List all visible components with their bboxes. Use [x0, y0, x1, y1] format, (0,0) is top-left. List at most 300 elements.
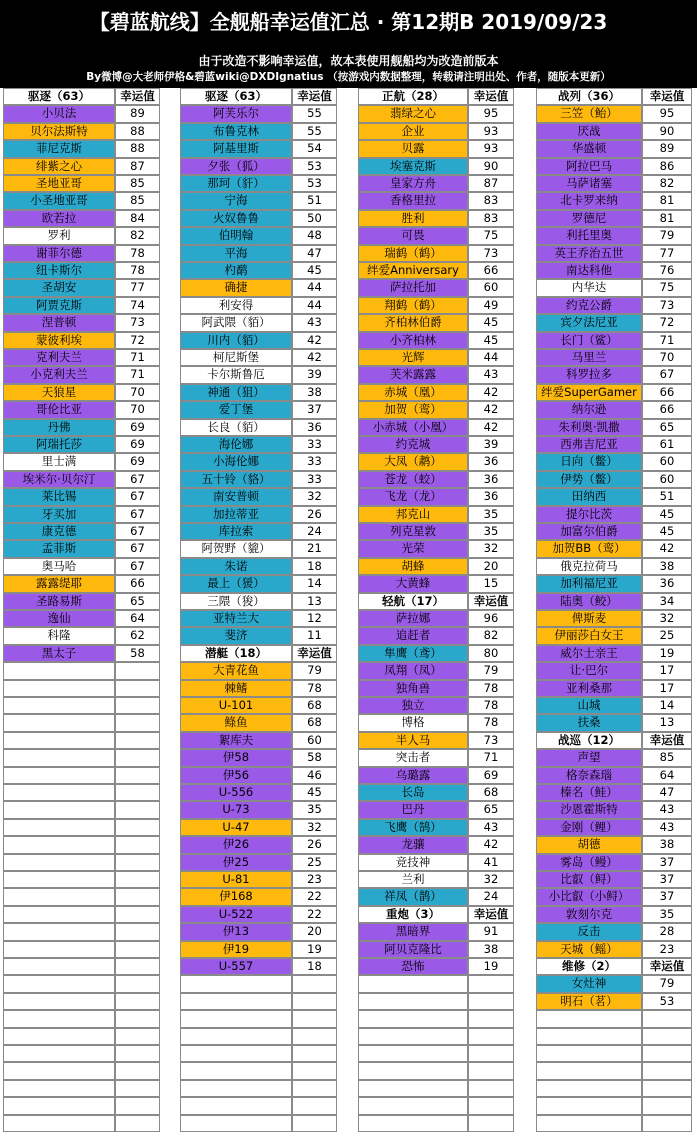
ship-luck-cell: 37 — [642, 871, 692, 888]
ship-name-cell: 雾岛（鳗） — [536, 854, 642, 871]
ship-luck-cell: 37 — [642, 854, 692, 871]
ship-luck-cell: 21 — [292, 540, 337, 557]
ship-luck-cell: 42 — [292, 349, 337, 366]
ship-name-cell: 布鲁克林 — [180, 123, 292, 140]
empty-cell — [115, 888, 160, 905]
section-header-title: 驱逐（63） — [180, 88, 292, 105]
ship-name-cell: 天狼星 — [3, 384, 115, 401]
ship-luck-cell: 20 — [468, 558, 514, 575]
ship-luck-cell: 60 — [642, 453, 692, 470]
empty-cell — [3, 749, 115, 766]
ship-luck-cell: 53 — [292, 175, 337, 192]
ship-name-cell: 伊26 — [180, 836, 292, 853]
empty-cell — [115, 1080, 160, 1097]
ship-luck-cell: 85 — [642, 749, 692, 766]
empty-cell — [536, 1097, 642, 1114]
ship-luck-cell: 66 — [642, 384, 692, 401]
ship-luck-cell: 69 — [115, 436, 160, 453]
ship-name-cell: 日向（鳖） — [536, 453, 642, 470]
empty-cell — [3, 993, 115, 1010]
ship-name-cell: 敦刻尔克 — [536, 906, 642, 923]
ship-name-cell: 加贺BB（鸾） — [536, 540, 642, 557]
ship-luck-cell: 15 — [468, 575, 514, 592]
ship-name-cell: 宾夕法尼亚 — [536, 314, 642, 331]
ship-name-cell: 翡绿之心 — [358, 105, 468, 122]
ship-name-cell: U-557 — [180, 958, 292, 975]
ship-luck-cell: 43 — [468, 819, 514, 836]
ship-name-cell: 声望 — [536, 749, 642, 766]
empty-cell — [468, 1028, 514, 1045]
empty-cell — [292, 1045, 337, 1062]
ship-luck-cell: 67 — [115, 558, 160, 575]
ship-luck-cell: 13 — [642, 714, 692, 731]
ship-luck-cell: 42 — [468, 419, 514, 436]
ship-name-cell: 山城 — [536, 697, 642, 714]
ship-luck-cell: 69 — [115, 419, 160, 436]
ship-luck-cell: 74 — [115, 297, 160, 314]
ship-name-cell: 俾斯麦 — [536, 610, 642, 627]
ship-name-cell: 企业 — [358, 123, 468, 140]
ship-name-cell: 贝尔法斯特 — [3, 123, 115, 140]
ship-name-cell: 赤城（凰） — [358, 384, 468, 401]
ship-name-cell: 里士满 — [3, 453, 115, 470]
ship-luck-cell: 22 — [292, 888, 337, 905]
empty-cell — [468, 1062, 514, 1079]
ship-name-cell: 阿基里斯 — [180, 140, 292, 157]
section-header-title: 战列（36） — [536, 88, 642, 105]
empty-cell — [358, 1045, 468, 1062]
ship-luck-cell: 55 — [292, 105, 337, 122]
ship-name-cell: 香格里拉 — [358, 192, 468, 209]
ship-luck-cell: 71 — [642, 332, 692, 349]
ship-luck-cell: 68 — [292, 697, 337, 714]
ship-name-cell: 翔鹤（鹤） — [358, 297, 468, 314]
empty-cell — [115, 1062, 160, 1079]
ship-luck-cell: 67 — [115, 506, 160, 523]
ship-name-cell: 独角兽 — [358, 680, 468, 697]
ship-name-cell: 宁海 — [180, 192, 292, 209]
ship-name-cell: 纽卡斯尔 — [3, 262, 115, 279]
empty-cell — [3, 888, 115, 905]
ship-name-cell: 小齐柏林 — [358, 332, 468, 349]
ship-luck-cell: 82 — [468, 627, 514, 644]
luck-table — [0, 88, 697, 1136]
ship-luck-cell: 42 — [468, 384, 514, 401]
ship-luck-cell: 67 — [115, 471, 160, 488]
ship-name-cell: 大黄蜂 — [358, 575, 468, 592]
empty-cell — [642, 1080, 692, 1097]
ship-name-cell: 加富尔伯爵 — [536, 523, 642, 540]
ship-name-cell: 乌璐露 — [358, 767, 468, 784]
ship-luck-cell: 69 — [468, 767, 514, 784]
section-header-title: 潜艇（18） — [180, 645, 292, 662]
empty-cell — [468, 975, 514, 992]
ship-name-cell: 利托里奥 — [536, 227, 642, 244]
ship-name-cell: 绊爱Anniversary — [358, 262, 468, 279]
ship-name-cell: 涅普顿 — [3, 314, 115, 331]
ship-luck-cell: 67 — [115, 488, 160, 505]
empty-cell — [642, 1097, 692, 1114]
ship-name-cell: 让·巴尔 — [536, 662, 642, 679]
ship-name-cell: 约克城 — [358, 436, 468, 453]
ship-luck-cell: 32 — [468, 871, 514, 888]
ship-luck-cell: 75 — [642, 279, 692, 296]
ship-luck-cell: 25 — [642, 627, 692, 644]
empty-cell — [3, 871, 115, 888]
ship-luck-cell: 68 — [468, 784, 514, 801]
ship-name-cell: 沙恩霍斯特 — [536, 801, 642, 818]
ship-name-cell: 胜利 — [358, 210, 468, 227]
section-header-title: 维修（2） — [536, 958, 642, 975]
ship-name-cell: 纳尔逊 — [536, 401, 642, 418]
empty-cell — [358, 1080, 468, 1097]
ship-luck-cell: 32 — [292, 819, 337, 836]
empty-cell — [358, 1010, 468, 1027]
ship-name-cell: 菲尼克斯 — [3, 140, 115, 157]
ship-luck-cell: 79 — [468, 662, 514, 679]
ship-name-cell: 加利福尼亚 — [536, 575, 642, 592]
ship-name-cell: 苍龙（蛟） — [358, 471, 468, 488]
ship-luck-cell: 34 — [642, 593, 692, 610]
ship-luck-cell: 70 — [115, 384, 160, 401]
ship-luck-cell: 25 — [292, 854, 337, 871]
ship-luck-cell: 35 — [468, 523, 514, 540]
ship-luck-cell: 42 — [292, 332, 337, 349]
ship-luck-cell: 67 — [115, 523, 160, 540]
ship-luck-cell: 19 — [292, 941, 337, 958]
ship-luck-cell: 37 — [292, 401, 337, 418]
ship-name-cell: 光辉 — [358, 349, 468, 366]
ship-name-cell: 列克星敦 — [358, 523, 468, 540]
ship-luck-cell: 36 — [468, 453, 514, 470]
ship-luck-cell: 43 — [292, 314, 337, 331]
ship-name-cell: 凤翔（凤） — [358, 662, 468, 679]
ship-name-cell: 黑太子 — [3, 645, 115, 662]
empty-cell — [3, 819, 115, 836]
ship-luck-cell: 82 — [115, 227, 160, 244]
ship-luck-cell: 87 — [468, 175, 514, 192]
ship-luck-cell: 72 — [642, 314, 692, 331]
ship-luck-cell: 55 — [292, 123, 337, 140]
empty-cell — [536, 1010, 642, 1027]
section-header-luck-label: 幸运值 — [292, 645, 337, 662]
ship-name-cell: 莱比锡 — [3, 488, 115, 505]
ship-luck-cell: 62 — [115, 627, 160, 644]
empty-cell — [180, 1062, 292, 1079]
empty-cell — [180, 1028, 292, 1045]
ship-name-cell: 伊25 — [180, 854, 292, 871]
ship-luck-cell: 88 — [115, 140, 160, 157]
ship-name-cell: 逸仙 — [3, 610, 115, 627]
ship-name-cell: 奥马哈 — [3, 558, 115, 575]
ship-luck-cell: 60 — [292, 732, 337, 749]
ship-name-cell: 竞技神 — [358, 854, 468, 871]
ship-luck-cell: 60 — [468, 279, 514, 296]
ship-luck-cell: 45 — [292, 262, 337, 279]
ship-name-cell: 圣地亚哥 — [3, 175, 115, 192]
ship-luck-cell: 66 — [642, 401, 692, 418]
empty-cell — [292, 1115, 337, 1132]
ship-luck-cell: 95 — [642, 105, 692, 122]
section-header-title: 战巡（12） — [536, 732, 642, 749]
empty-cell — [3, 1115, 115, 1132]
ship-luck-cell: 80 — [468, 645, 514, 662]
ship-luck-cell: 88 — [115, 123, 160, 140]
section-header-luck-label: 幸运值 — [642, 958, 692, 975]
ship-name-cell: 伯明翰 — [180, 227, 292, 244]
ship-name-cell: 邦克山 — [358, 506, 468, 523]
ship-name-cell: 伊56 — [180, 767, 292, 784]
ship-luck-cell: 67 — [642, 366, 692, 383]
ship-luck-cell: 86 — [642, 158, 692, 175]
ship-name-cell: 阿拉巴马 — [536, 158, 642, 175]
ship-name-cell: 光荣 — [358, 540, 468, 557]
ship-name-cell: 圣胡安 — [3, 279, 115, 296]
ship-name-cell: 康克德 — [3, 523, 115, 540]
empty-cell — [115, 732, 160, 749]
ship-name-cell: 女灶神 — [536, 975, 642, 992]
subtitle-credits: By微博@大老师伊格&碧蓝wiki@DXDIgnatius （按游戏内数据整理，转载请注明出处、作者，随版本更新） — [86, 71, 611, 83]
ship-name-cell: 飞龙（龙） — [358, 488, 468, 505]
ship-luck-cell: 12 — [292, 610, 337, 627]
empty-cell — [468, 993, 514, 1010]
ship-luck-cell: 75 — [468, 227, 514, 244]
ship-name-cell: 库拉索 — [180, 523, 292, 540]
ship-luck-cell: 47 — [292, 245, 337, 262]
ship-name-cell: 孟菲斯 — [3, 540, 115, 557]
ship-name-cell: 朱利奥·凯撒 — [536, 419, 642, 436]
ship-luck-cell: 23 — [642, 941, 692, 958]
ship-name-cell: 金刚（鲤） — [536, 819, 642, 836]
ship-name-cell: 萨拉娜 — [358, 610, 468, 627]
ship-name-cell: 科隆 — [3, 627, 115, 644]
header-banner — [0, 0, 697, 88]
ship-name-cell: 克利夫兰 — [3, 349, 115, 366]
ship-luck-cell: 64 — [642, 767, 692, 784]
empty-cell — [3, 1010, 115, 1027]
ship-luck-cell: 53 — [642, 993, 692, 1010]
ship-name-cell: 小比叡（小鲟） — [536, 888, 642, 905]
empty-cell — [468, 1115, 514, 1132]
ship-luck-cell: 45 — [468, 332, 514, 349]
section-header-luck-label: 幸运值 — [642, 88, 692, 105]
empty-cell — [642, 1062, 692, 1079]
ship-name-cell: 大青花鱼 — [180, 662, 292, 679]
ship-name-cell: U-556 — [180, 784, 292, 801]
empty-cell — [536, 1115, 642, 1132]
empty-cell — [358, 1062, 468, 1079]
ship-luck-cell: 85 — [115, 175, 160, 192]
ship-luck-cell: 70 — [642, 349, 692, 366]
ship-luck-cell: 66 — [468, 262, 514, 279]
ship-name-cell: 长门（鲨） — [536, 332, 642, 349]
ship-luck-cell: 38 — [468, 941, 514, 958]
ship-name-cell: 突击者 — [358, 749, 468, 766]
ship-name-cell: 约克公爵 — [536, 297, 642, 314]
ship-luck-cell: 22 — [292, 906, 337, 923]
ship-luck-cell: 60 — [642, 471, 692, 488]
empty-cell — [3, 732, 115, 749]
ship-luck-cell: 68 — [292, 714, 337, 731]
ship-luck-cell: 45 — [468, 314, 514, 331]
ship-name-cell: 川内（貊） — [180, 332, 292, 349]
ship-luck-cell: 11 — [292, 627, 337, 644]
ship-luck-cell: 45 — [292, 784, 337, 801]
empty-cell — [180, 1097, 292, 1114]
ship-luck-cell: 73 — [468, 245, 514, 262]
empty-cell — [536, 1045, 642, 1062]
ship-luck-cell: 35 — [468, 506, 514, 523]
ship-name-cell: 斐济 — [180, 627, 292, 644]
ship-luck-cell: 18 — [292, 558, 337, 575]
ship-name-cell: 南安普顿 — [180, 488, 292, 505]
ship-luck-cell: 50 — [292, 210, 337, 227]
empty-cell — [358, 1115, 468, 1132]
ship-name-cell: 巴丹 — [358, 801, 468, 818]
empty-cell — [3, 801, 115, 818]
empty-cell — [115, 906, 160, 923]
empty-cell — [3, 784, 115, 801]
ship-luck-cell: 73 — [468, 732, 514, 749]
ship-luck-cell: 19 — [642, 645, 692, 662]
ship-name-cell: 伊13 — [180, 923, 292, 940]
ship-name-cell: 厌战 — [536, 123, 642, 140]
ship-luck-cell: 26 — [292, 836, 337, 853]
section-header-title: 正航（28） — [358, 88, 468, 105]
ship-luck-cell: 73 — [115, 314, 160, 331]
ship-name-cell: 罗德尼 — [536, 210, 642, 227]
ship-luck-cell: 36 — [292, 419, 337, 436]
ship-name-cell: 三隈（狻） — [180, 593, 292, 610]
ship-luck-cell: 87 — [115, 158, 160, 175]
empty-cell — [115, 958, 160, 975]
ship-luck-cell: 91 — [468, 923, 514, 940]
ship-name-cell: 马萨诸塞 — [536, 175, 642, 192]
ship-name-cell: 五十铃（貉） — [180, 471, 292, 488]
empty-cell — [642, 1115, 692, 1132]
empty-cell — [115, 749, 160, 766]
ship-name-cell: 榛名（鲑） — [536, 784, 642, 801]
ship-name-cell: 绊爱SuperGamer — [536, 384, 642, 401]
ship-name-cell: 伊168 — [180, 888, 292, 905]
ship-name-cell: 芙米露露 — [358, 366, 468, 383]
ship-name-cell: U-73 — [180, 801, 292, 818]
ship-name-cell: U-81 — [180, 871, 292, 888]
ship-luck-cell: 65 — [642, 419, 692, 436]
ship-luck-cell: 84 — [115, 210, 160, 227]
ship-name-cell: 威尔士亲王 — [536, 645, 642, 662]
ship-name-cell: 北卡罗来纳 — [536, 192, 642, 209]
ship-luck-cell: 28 — [642, 923, 692, 940]
ship-luck-cell: 54 — [292, 140, 337, 157]
empty-cell — [115, 697, 160, 714]
empty-cell — [292, 975, 337, 992]
ship-name-cell: 小贝法 — [3, 105, 115, 122]
ship-name-cell: 华盛顿 — [536, 140, 642, 157]
empty-cell — [3, 906, 115, 923]
ship-luck-cell: 58 — [115, 645, 160, 662]
ship-name-cell: 皇家方舟 — [358, 175, 468, 192]
ship-name-cell: 加拉蒂亚 — [180, 506, 292, 523]
ship-name-cell: 长岛 — [358, 784, 468, 801]
ship-name-cell: 阿武隈（貊） — [180, 314, 292, 331]
ship-luck-cell: 43 — [468, 366, 514, 383]
ship-luck-cell: 38 — [292, 384, 337, 401]
ship-name-cell: 比叡（鲟） — [536, 871, 642, 888]
ship-name-cell: 兰利 — [358, 871, 468, 888]
ship-name-cell: 伊19 — [180, 941, 292, 958]
empty-cell — [115, 662, 160, 679]
ship-name-cell: 卡尔斯鲁厄 — [180, 366, 292, 383]
ship-name-cell: 贝露 — [358, 140, 468, 157]
ship-name-cell: 南达科他 — [536, 262, 642, 279]
empty-cell — [3, 1028, 115, 1045]
empty-cell — [536, 1080, 642, 1097]
ship-name-cell: 西弗吉尼亚 — [536, 436, 642, 453]
ship-name-cell: 爱丁堡 — [180, 401, 292, 418]
ship-luck-cell: 83 — [468, 192, 514, 209]
ship-luck-cell: 17 — [642, 662, 692, 679]
empty-cell — [358, 975, 468, 992]
ship-luck-cell: 14 — [292, 575, 337, 592]
ship-name-cell: 柯尼斯堡 — [180, 349, 292, 366]
ship-name-cell: 胡蜂 — [358, 558, 468, 575]
ship-luck-cell: 65 — [468, 801, 514, 818]
ship-luck-cell: 39 — [468, 436, 514, 453]
ship-luck-cell: 47 — [642, 784, 692, 801]
ship-luck-cell: 44 — [468, 349, 514, 366]
section-header-luck-label: 幸运值 — [115, 88, 160, 105]
empty-cell — [3, 836, 115, 853]
empty-cell — [642, 1028, 692, 1045]
ship-luck-cell: 14 — [642, 697, 692, 714]
page-title: 【碧蓝航线】全舰船幸运值汇总 · 第12期B 2019/09/23 — [89, 10, 608, 34]
empty-cell — [115, 680, 160, 697]
ship-luck-cell: 85 — [115, 192, 160, 209]
empty-cell — [3, 923, 115, 940]
ship-luck-cell: 13 — [292, 593, 337, 610]
ship-name-cell: 小克利夫兰 — [3, 366, 115, 383]
ship-name-cell: 黑暗界 — [358, 923, 468, 940]
ship-luck-cell: 64 — [115, 610, 160, 627]
ship-luck-cell: 44 — [292, 279, 337, 296]
ship-luck-cell: 79 — [642, 227, 692, 244]
ship-luck-cell: 36 — [468, 471, 514, 488]
empty-cell — [358, 993, 468, 1010]
ship-name-cell: 齐柏林伯爵 — [358, 314, 468, 331]
ship-luck-cell: 78 — [468, 697, 514, 714]
ship-luck-cell: 51 — [292, 192, 337, 209]
ship-name-cell: 小圣地亚哥 — [3, 192, 115, 209]
section-header-luck-label: 幸运值 — [642, 732, 692, 749]
empty-cell — [468, 1097, 514, 1114]
ship-luck-cell: 23 — [292, 871, 337, 888]
ship-name-cell: 格奈森瑙 — [536, 767, 642, 784]
ship-name-cell: 海伦娜 — [180, 436, 292, 453]
ship-name-cell: 田纳西 — [536, 488, 642, 505]
ship-name-cell: 罗利 — [3, 227, 115, 244]
ship-luck-cell: 70 — [115, 401, 160, 418]
ship-luck-cell: 42 — [468, 836, 514, 853]
ship-name-cell: 俄克拉荷马 — [536, 558, 642, 575]
empty-cell — [115, 1028, 160, 1045]
ship-luck-cell: 43 — [642, 819, 692, 836]
empty-cell — [115, 1097, 160, 1114]
empty-cell — [115, 1010, 160, 1027]
ship-name-cell: 鲦鱼 — [180, 714, 292, 731]
empty-cell — [292, 1028, 337, 1045]
empty-cell — [115, 784, 160, 801]
